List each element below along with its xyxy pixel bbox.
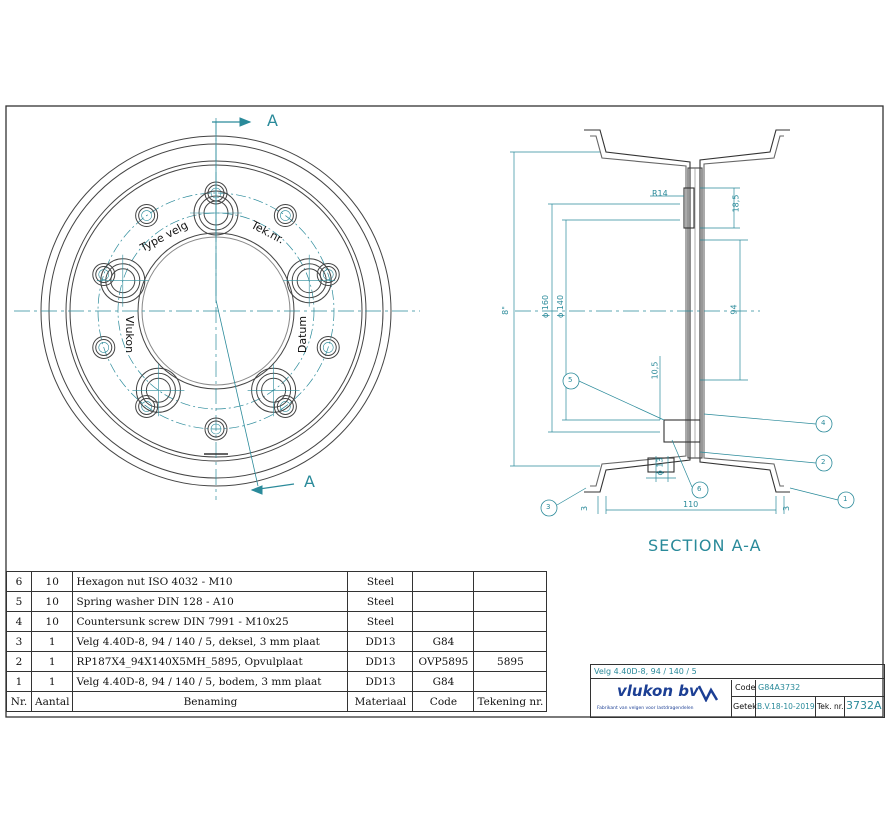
company-logo — [591, 680, 732, 717]
cell-qty: 1 — [32, 672, 73, 692]
cell-nr: 1 — [7, 672, 32, 692]
large-bolt-hole — [248, 364, 300, 416]
drawn-label: Getek. — [733, 702, 760, 711]
engraving-datum: Datum — [296, 315, 310, 354]
cell-nr: 4 — [7, 612, 32, 632]
vlukon-logo-icon — [697, 684, 719, 702]
section-arrow-bottom — [252, 486, 262, 494]
cell-drawing — [474, 612, 547, 632]
cell-nr: 5 — [7, 592, 32, 612]
cell-code: G84 — [413, 672, 474, 692]
front-view — [14, 118, 420, 500]
small-bolt-hole — [274, 205, 296, 227]
bolt-assembly — [664, 420, 700, 442]
cell-material: Steel — [348, 572, 413, 592]
section-marker-bottom: A — [304, 472, 315, 491]
header-code: Code — [413, 692, 474, 712]
cell-drawing — [474, 672, 547, 692]
cell-code — [413, 592, 474, 612]
drawing-no-value: 3732A — [846, 699, 882, 712]
balloon-5: 5 — [568, 376, 573, 384]
balloon-2: 2 — [821, 458, 826, 466]
cell-qty: 10 — [32, 572, 73, 592]
section-cut-path — [216, 122, 258, 486]
cell-name: Spring washer DIN 128 - A10 — [73, 592, 348, 612]
cell-code: G84 — [413, 632, 474, 652]
dim-rim-size: 8" — [500, 306, 510, 315]
parts-list-row — [7, 632, 547, 652]
cell-drawing — [474, 572, 547, 592]
dim-dia-140: ϕ 140 — [556, 294, 566, 319]
large-bolt-hole — [283, 255, 335, 307]
parts-list-row — [7, 572, 547, 592]
cell-name: Countersunk screw DIN 7991 - M10x25 — [73, 612, 348, 632]
parts-list-header — [7, 692, 547, 712]
cell-qty: 1 — [32, 652, 73, 672]
balloon-1: 1 — [843, 495, 848, 503]
cell-name: Velg 4.40D-8, 94 / 140 / 5, bodem, 3 mm plaat — [73, 672, 348, 692]
balloons — [541, 373, 854, 516]
dim-edge-right: 3 — [782, 505, 792, 512]
cell-code: OVP5895 — [413, 652, 474, 672]
cell-qty: 10 — [32, 592, 73, 612]
large-bolt-hole — [97, 255, 149, 307]
cell-name: Hexagon nut ISO 4032 - M10 — [73, 572, 348, 592]
section-arrow-top — [240, 118, 250, 126]
cell-nr: 3 — [7, 632, 32, 652]
cell-material: DD13 — [348, 632, 413, 652]
drawing-no-label: Tek. nr. — [817, 702, 844, 711]
balloon-6: 6 — [697, 485, 702, 493]
cell-nr: 6 — [7, 572, 32, 592]
dim-radius: R14 — [652, 189, 668, 198]
engraving-tek-nr: Tek.nr. — [249, 218, 287, 247]
cell-code — [413, 612, 474, 632]
section-view — [510, 130, 854, 516]
dim-width-110: 110 — [683, 500, 699, 509]
parts-list-row — [7, 612, 547, 632]
cell-material: Steel — [348, 612, 413, 632]
dim-height-94: 94 — [729, 304, 739, 315]
large-bolt-hole — [132, 364, 184, 416]
header-materiaal: Materiaal — [348, 692, 413, 712]
brand-name: vlukon bv — [617, 682, 699, 700]
cell-material: DD13 — [348, 652, 413, 672]
dim-offset-10-5: 10,5 — [650, 361, 660, 380]
section-marker-top: A — [267, 111, 278, 130]
header-benaming: Benaming — [73, 692, 348, 712]
header-nr: Nr. — [7, 692, 32, 712]
title-block-title: Velg 4.40D-8, 94 / 140 / 5 — [591, 665, 884, 679]
cell-drawing — [474, 632, 547, 652]
header-tekening-nr: Tekening nr. — [474, 692, 547, 712]
cell-qty: 1 — [32, 632, 73, 652]
parts-list-row — [7, 652, 547, 672]
small-bolt-hole — [93, 264, 115, 286]
engraving-type-velg: Type velg — [137, 218, 191, 255]
dim-dia-160: ϕ 160 — [541, 294, 551, 319]
parts-list-table — [6, 571, 547, 712]
title-block — [590, 664, 885, 718]
section-title: SECTION A-A — [648, 536, 762, 555]
cell-drawing — [474, 592, 547, 612]
cell-nr: 2 — [7, 652, 32, 672]
dim-hole-13: ϕ 13 — [655, 457, 665, 476]
cell-name: Velg 4.40D-8, 94 / 140 / 5, deksel, 3 mm plaat — [73, 632, 348, 652]
dim-width-18-5: 18,5 — [731, 194, 741, 213]
parts-list-row — [7, 592, 547, 612]
cell-material: DD13 — [348, 672, 413, 692]
parts-list-row — [7, 672, 547, 692]
engraving-vlukon: Vlukon — [123, 315, 137, 354]
cell-material: Steel — [348, 592, 413, 612]
drawn-value: B.V.18-10-2019 — [757, 702, 815, 711]
cell-drawing: 5895 — [474, 652, 547, 672]
cell-name: RP187X4_94X140X5MH_5895, Opvulplaat — [73, 652, 348, 672]
balloon-3: 3 — [546, 503, 551, 511]
cell-qty: 10 — [32, 612, 73, 632]
dim-edge-left: 3 — [580, 505, 590, 512]
header-aantal: Aantal — [32, 692, 73, 712]
code-value: G84A3732 — [758, 683, 801, 692]
code-label: Code — [735, 683, 756, 692]
brand-slogan: Fabrikant van velgen voor lastdragendelen — [597, 706, 694, 711]
balloon-4: 4 — [821, 419, 826, 427]
cell-code — [413, 572, 474, 592]
